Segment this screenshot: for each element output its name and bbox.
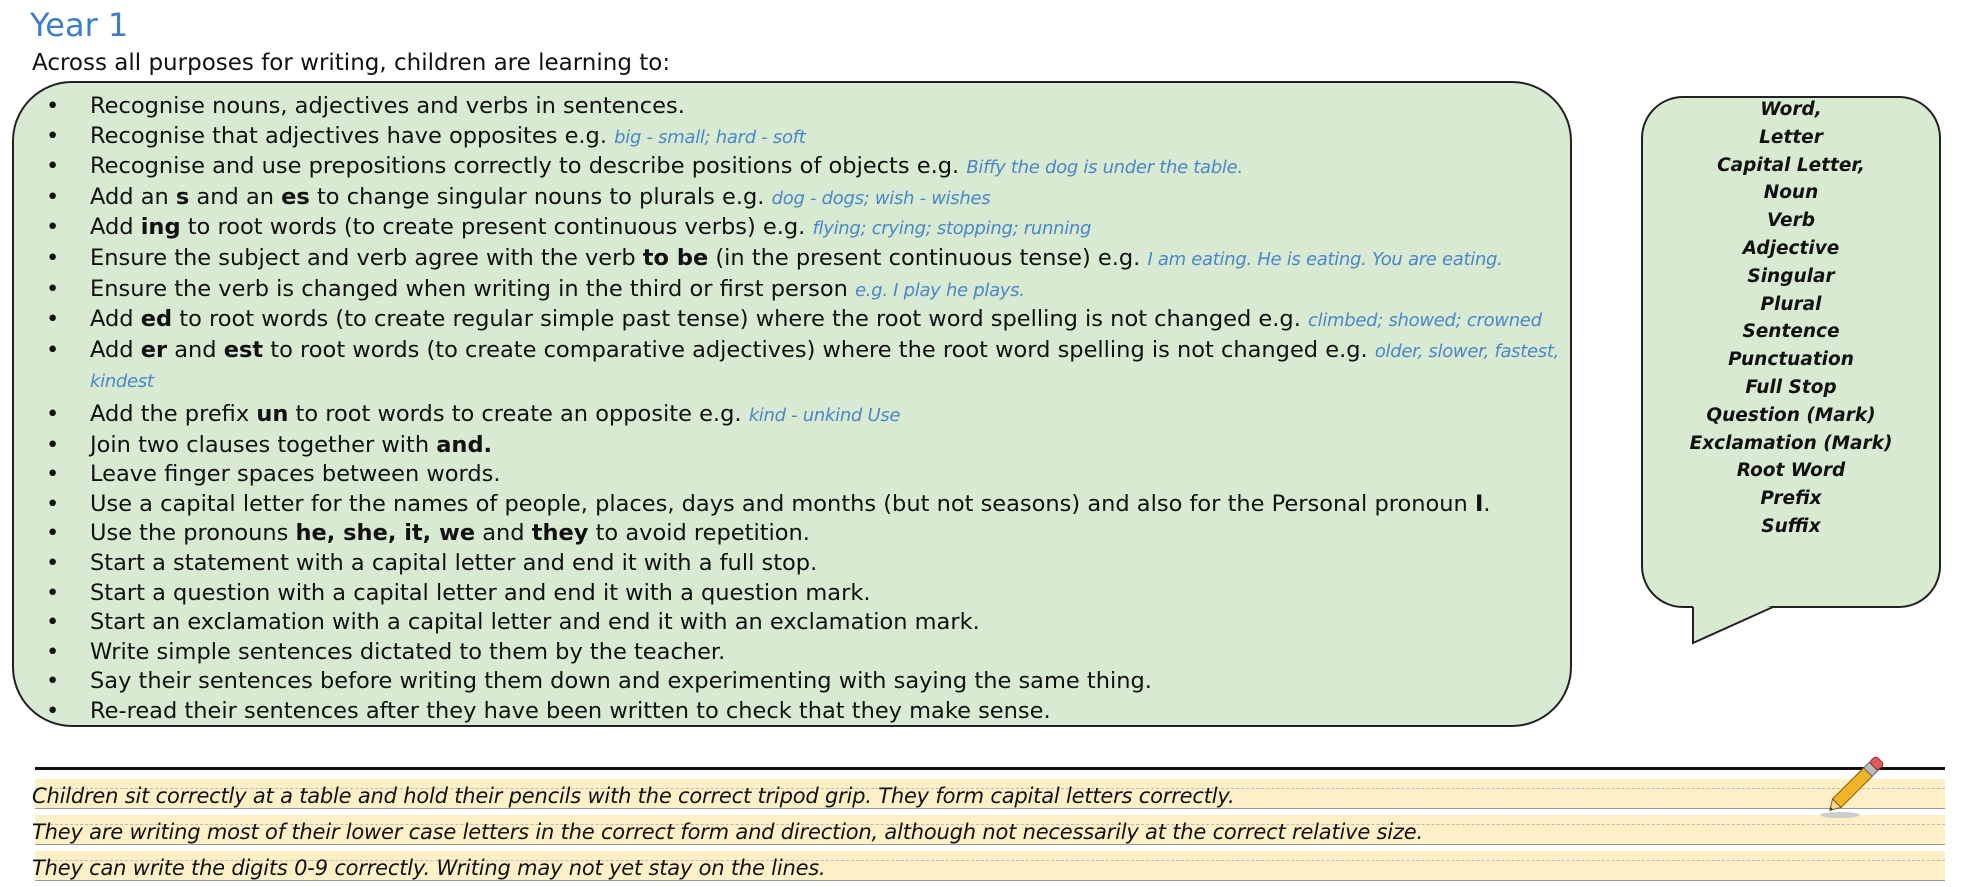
handwriting-text: They are writing most of their lower case letters in the correct form and direction, although not necessarily at the correct relative size. (32, 820, 1423, 844)
vocab-term: Verb (1767, 210, 1815, 232)
page-title: Year 1 (30, 6, 129, 44)
vocab-term: Root Word (1736, 460, 1846, 482)
list-item: • Ensure the subject and verb agree with the verb to be (in the present continuous tense) e.g. I am eating. He is eating. You are eating. (46, 244, 1503, 271)
vocab-term: Plural (1760, 293, 1822, 315)
list-item: • Add er and est to root words (to create comparative adjectives) where the root word spelling is not changed e.g. older, slower, fastest, kindest (46, 336, 1560, 393)
vocab-term: Noun (1763, 182, 1819, 204)
vocab-term: Full Stop (1745, 376, 1837, 398)
vocabulary-list (1641, 96, 1941, 541)
list-item: • Add ing to root words (to create present continuous verbs) e.g. flying; crying; stopping; running (46, 214, 1092, 241)
handwriting-text: Children sit correctly at a table and hold their pencils with the correct tripod grip. They form capital letters correctly. (32, 784, 1235, 808)
example-text: older, slower, fastest, kindest (90, 340, 1560, 393)
list-item: • Write simple sentences dictated to them by the teacher. (46, 638, 726, 665)
list-item: • Use a capital letter for the names of people, places, days and months (but not seasons) and also for the Personal pronoun I. (46, 490, 1491, 517)
list-item: • Use the pronouns he, she, it, we and they to avoid repetition. (46, 520, 810, 547)
vocab-term: Sentence (1742, 321, 1840, 343)
list-item: • Recognise nouns, adjectives and verbs in sentences. (46, 93, 685, 119)
list-item: • Add an s and an es to change singular nouns to plurals e.g. dog - dogs; wish - wishes (46, 183, 991, 210)
list-item: • Say their sentences before writing them down and experimenting with saying the same thing. (46, 668, 1152, 695)
list-item: • Ensure the verb is changed when writing in the third or first person e.g. I play he plays. (46, 275, 1025, 302)
objectives-list (40, 92, 1560, 726)
example-text: flying; crying; stopping; running (812, 218, 1092, 240)
list-item: • Join two clauses together with and. (46, 431, 493, 458)
vocab-term: Letter (1759, 126, 1823, 148)
pencil-icon (1818, 745, 1898, 820)
list-item: • Re-read their sentences after they have been written to check that they make sense. (46, 697, 1051, 724)
vocab-term: Question (Mark) (1706, 404, 1876, 426)
vocab-term: Exclamation (Mark) (1689, 432, 1893, 454)
example-text: big - small; hard - soft (614, 126, 806, 148)
vocab-term: Word, (1760, 99, 1822, 120)
example-text: kind - unkind Use (748, 404, 901, 426)
list-item: • Start an exclamation with a capital letter and end it with an exclamation mark. (46, 609, 980, 636)
example-text: Biffy the dog is under the table. (966, 157, 1243, 179)
example-text: e.g. I play he plays. (855, 279, 1025, 301)
vocab-term: Capital Letter, (1717, 154, 1865, 176)
list-item: • Start a statement with a capital letter and end it with a full stop. (46, 549, 818, 576)
handwriting-text: They can write the digits 0-9 correctly. Writing may not yet stay on the lines. (32, 856, 826, 880)
example-text: climbed; showed; crowned (1308, 310, 1542, 332)
list-item: • Start a question with a capital letter and end it with a question mark. (46, 579, 871, 606)
list-item: • Recognise that adjectives have opposites e.g. big - small; hard - soft (46, 122, 806, 149)
vocab-term: Prefix (1760, 488, 1822, 510)
intro-text: Across all purposes for writing, children are learning to: (32, 50, 671, 76)
handwriting-top-rule (35, 767, 1945, 770)
speech-bubble-tail (1685, 595, 1795, 645)
vocab-term: Suffix (1761, 515, 1821, 537)
example-text: dog - dogs; wish - wishes (771, 187, 991, 209)
vocab-term: Adjective (1742, 237, 1840, 259)
vocab-term: Singular (1747, 265, 1835, 287)
list-item: • Leave finger spaces between words. (46, 461, 501, 488)
vocab-term: Punctuation (1728, 349, 1854, 371)
example-text: I am eating. He is eating. You are eating. (1147, 248, 1503, 270)
list-item: • Recognise and use prepositions correctly to describe positions of objects e.g. Biffy the dog is under the table. (46, 153, 1243, 180)
list-item: • Add ed to root words (to create regular simple past tense) where the root word spelling is not changed e.g. climbed; showed; crowned (46, 306, 1542, 333)
list-item: • Add the prefix un to root words to create an opposite e.g. kind - unkind Use (46, 400, 901, 427)
